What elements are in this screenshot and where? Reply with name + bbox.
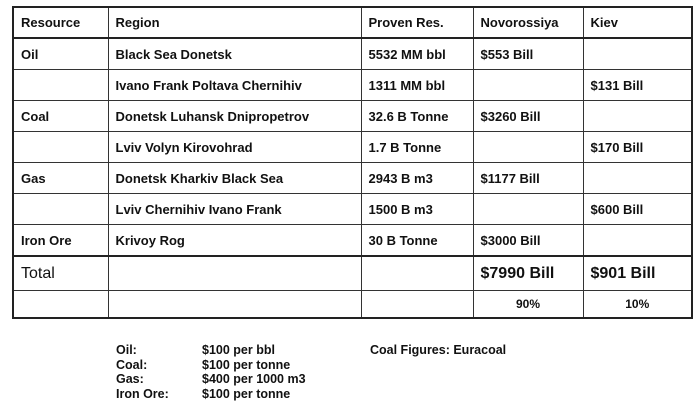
header-resource: Resource bbox=[13, 7, 108, 38]
percent-cell-reserves bbox=[361, 291, 473, 319]
cell-reserves: 5532 MM bbl bbox=[361, 38, 473, 70]
table-row bbox=[13, 194, 692, 225]
cell-resource: Oil bbox=[13, 38, 108, 70]
table-row bbox=[13, 101, 692, 132]
percent-novorossiya: 90% bbox=[473, 291, 583, 319]
legend-item bbox=[116, 358, 306, 373]
legend-item bbox=[116, 343, 306, 358]
legend-item bbox=[116, 372, 306, 387]
cell-region: Lviv Chernihiv Ivano Frank bbox=[108, 194, 361, 225]
cell-reserves: 30 B Tonne bbox=[361, 225, 473, 257]
table-row bbox=[13, 132, 692, 163]
cell-kiev: $131 Bill bbox=[583, 70, 692, 101]
cell-reserves: 2943 B m3 bbox=[361, 163, 473, 194]
legend-key: Coal: bbox=[116, 357, 148, 372]
table-row bbox=[13, 70, 692, 101]
cell-novorossiya: $553 Bill bbox=[473, 38, 583, 70]
table-header-row bbox=[13, 7, 692, 38]
cell-resource bbox=[13, 194, 108, 225]
cell-reserves: 1311 MM bbl bbox=[361, 70, 473, 101]
total-label: Total bbox=[13, 256, 108, 291]
total-novorossiya: $7990 Bill bbox=[473, 256, 583, 291]
cell-novorossiya: $1177 Bill bbox=[473, 163, 583, 194]
header-novorossiya: Novorossiya bbox=[473, 7, 583, 38]
cell-reserves: 1500 B m3 bbox=[361, 194, 473, 225]
legend-value: $400 per 1000 m3 bbox=[202, 372, 306, 386]
legend-value: $100 per tonne bbox=[202, 357, 291, 372]
cell-kiev: $600 Bill bbox=[583, 194, 692, 225]
total-kiev: $901 Bill bbox=[583, 256, 692, 291]
price-legend bbox=[116, 343, 306, 401]
cell-novorossiya bbox=[473, 70, 583, 101]
cell-novorossiya: $3000 Bill bbox=[473, 225, 583, 257]
cell-reserves: 1.7 B Tonne bbox=[361, 132, 473, 163]
cell-kiev bbox=[583, 225, 692, 257]
table-row bbox=[13, 163, 692, 194]
source-note: Coal Figures: Euracoal bbox=[370, 343, 507, 357]
cell-novorossiya bbox=[473, 194, 583, 225]
cell-resource: Coal bbox=[13, 101, 108, 132]
legend-key: Iron Ore: bbox=[116, 386, 169, 401]
header-region: Region bbox=[108, 7, 361, 38]
cell-kiev bbox=[583, 38, 692, 70]
cell-kiev: $170 Bill bbox=[583, 132, 692, 163]
cell-novorossiya bbox=[473, 132, 583, 163]
percent-cell-region bbox=[108, 291, 361, 319]
legend-key: Oil: bbox=[116, 343, 137, 357]
cell-region: Ivano Frank Poltava Chernihiv bbox=[108, 70, 361, 101]
total-cell-region bbox=[108, 256, 361, 291]
percent-row bbox=[13, 291, 692, 319]
cell-region: Krivoy Rog bbox=[108, 225, 361, 257]
total-row bbox=[13, 256, 692, 291]
total-cell-reserves bbox=[361, 256, 473, 291]
cell-region: Donetsk Kharkiv Black Sea bbox=[108, 163, 361, 194]
cell-kiev bbox=[583, 163, 692, 194]
cell-resource: Gas bbox=[13, 163, 108, 194]
percent-cell-resource bbox=[13, 291, 108, 319]
cell-region: Lviv Volyn Kirovohrad bbox=[108, 132, 361, 163]
cell-region: Black Sea Donetsk bbox=[108, 38, 361, 70]
cell-resource: Iron Ore bbox=[13, 225, 108, 257]
cell-resource bbox=[13, 132, 108, 163]
table-row bbox=[13, 38, 692, 70]
percent-kiev: 10% bbox=[583, 291, 692, 319]
table-row bbox=[13, 225, 692, 257]
cell-kiev bbox=[583, 101, 692, 132]
cell-reserves: 32.6 B Tonne bbox=[361, 101, 473, 132]
header-proven-reserves: Proven Res. bbox=[361, 7, 473, 38]
cell-novorossiya: $3260 Bill bbox=[473, 101, 583, 132]
legend-item bbox=[116, 387, 306, 402]
legend-value: $100 per bbl bbox=[202, 343, 275, 357]
legend-value: $100 per tonne bbox=[202, 386, 291, 401]
resource-table bbox=[12, 6, 693, 319]
cell-region: Donetsk Luhansk Dnipropetrov bbox=[108, 101, 361, 132]
legend-key: Gas: bbox=[116, 372, 144, 386]
header-kiev: Kiev bbox=[583, 7, 692, 38]
cell-resource bbox=[13, 70, 108, 101]
